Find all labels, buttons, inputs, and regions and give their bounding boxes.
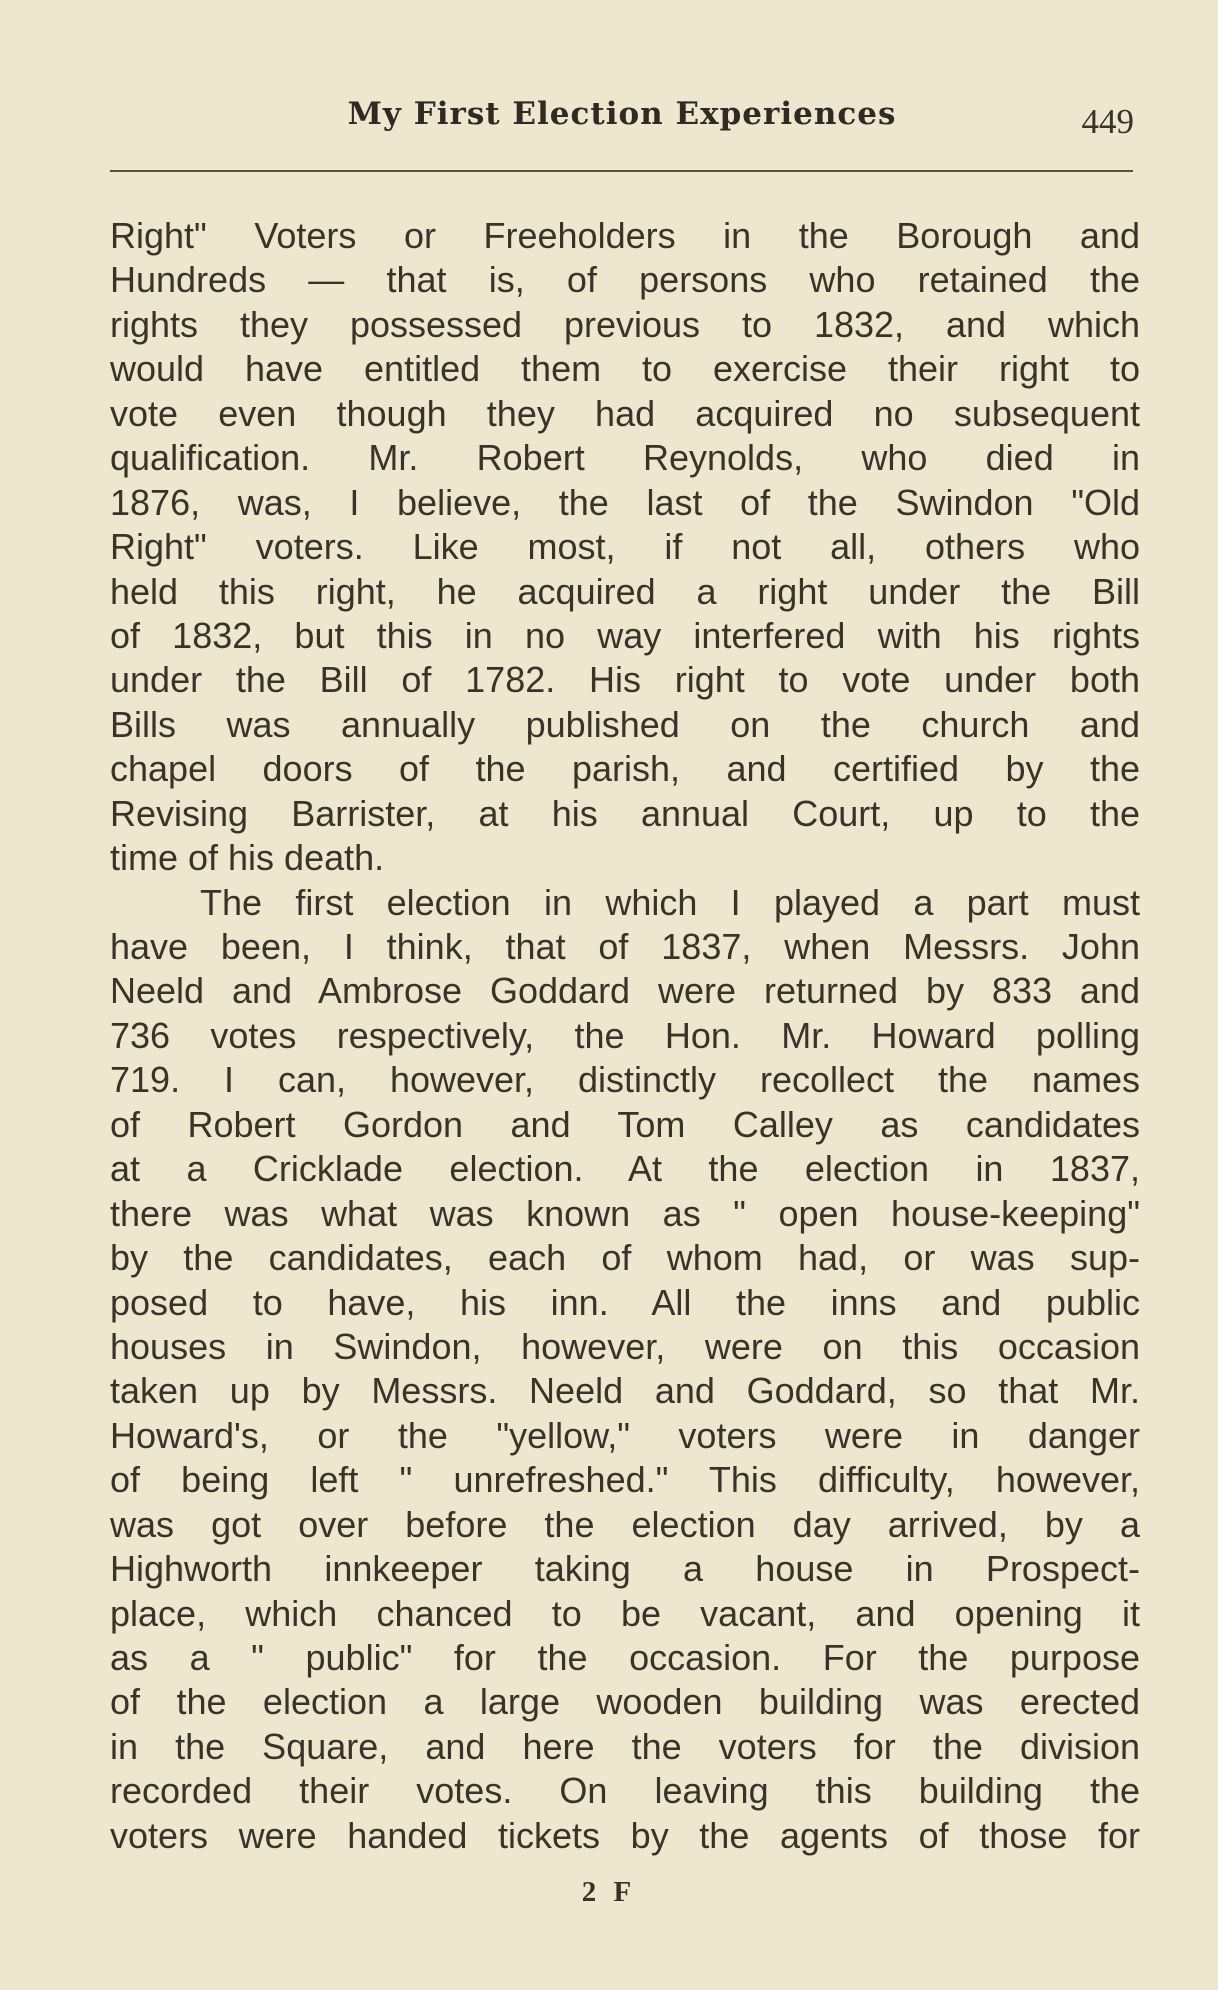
text-line: taken up by Messrs. Neeld and Goddard, so that Mr. (110, 1370, 1140, 1412)
text-line: of Robert Gordon and Tom Calley as candidates (110, 1103, 1140, 1145)
text-line: Right" Voters or Freeholders in the Borough and (110, 215, 1140, 256)
text-line: of 1832, but this in no way interfered with his rights (110, 614, 1140, 656)
text-line: as a " public" for the occasion. For the purpose (110, 1637, 1140, 1678)
text-line: under the Bill of 1782. His right to vote under both (110, 659, 1140, 701)
text-line: there was what was known as " open house-keeping" (110, 1192, 1140, 1234)
body-text (110, 214, 1140, 1858)
text-line: Howard's, or the "yellow," voters were in danger (110, 1414, 1140, 1456)
text-line: was got over before the election day arrived, by a (110, 1503, 1140, 1545)
text-line: houses in Swindon, however, were on this occasion (110, 1325, 1140, 1367)
text-line: voters were handed tickets by the agents of those for (110, 1814, 1140, 1856)
running-title: My First Election Experiences (347, 96, 897, 132)
text-line: posed to have, his inn. All the inns and public (110, 1281, 1140, 1323)
text-line: time of his death. (110, 837, 385, 879)
text-line: qualification. Mr. Robert Reynolds, who died in (110, 437, 1140, 479)
text-line: place, which chanced to be vacant, and opening it (110, 1592, 1140, 1634)
text-line: have been, I think, that of 1837, when Messrs. John (110, 926, 1140, 967)
text-line: by the candidates, each of whom had, or was sup- (110, 1237, 1140, 1279)
text-line: Right" voters. Like most, if not all, others who (110, 526, 1140, 568)
text-line: Revising Barrister, at his annual Court, up to the (110, 792, 1140, 834)
header-rule (110, 170, 1133, 172)
text-line: 736 votes respectively, the Hon. Mr. Howard polling (110, 1014, 1140, 1056)
text-line: rights they possessed previous to 1832, and which (110, 303, 1140, 345)
text-line: chapel doors of the parish, and certified by the (110, 748, 1140, 790)
text-line: Neeld and Ambrose Goddard were returned by 833 and (110, 970, 1140, 1012)
page-header (110, 96, 1134, 148)
page-number: 449 (1081, 102, 1134, 141)
text-line: Bills was annually published on the church and (110, 703, 1140, 745)
text-line: vote even though they had acquired no subsequent (110, 392, 1140, 434)
text-line: recorded their votes. On leaving this building the (110, 1770, 1140, 1812)
signature-mark: 2 F (581, 1876, 637, 1908)
text-line: would have entitled them to exercise their right to (110, 348, 1140, 390)
text-line: Hundreds — that is, of persons who retained the (110, 259, 1140, 301)
text-line: at a Cricklade election. At the election in 1837, (110, 1148, 1140, 1190)
paragraph-first-line: The first election in which I played a part must (200, 881, 1140, 923)
text-line: in the Square, and here the voters for the division (110, 1725, 1140, 1767)
text-line: held this right, he acquired a right under the Bill (110, 570, 1140, 612)
text-line: of being left " unrefreshed." This difficulty, however, (110, 1459, 1140, 1501)
text-line: Highworth innkeeper taking a house in Prospect- (110, 1548, 1140, 1590)
text-line: 1876, was, I believe, the last of the Swindon "Old (110, 481, 1140, 523)
text-line: 719. I can, however, distinctly recollect the names (110, 1059, 1140, 1101)
text-line: of the election a large wooden building was erected (110, 1681, 1140, 1723)
